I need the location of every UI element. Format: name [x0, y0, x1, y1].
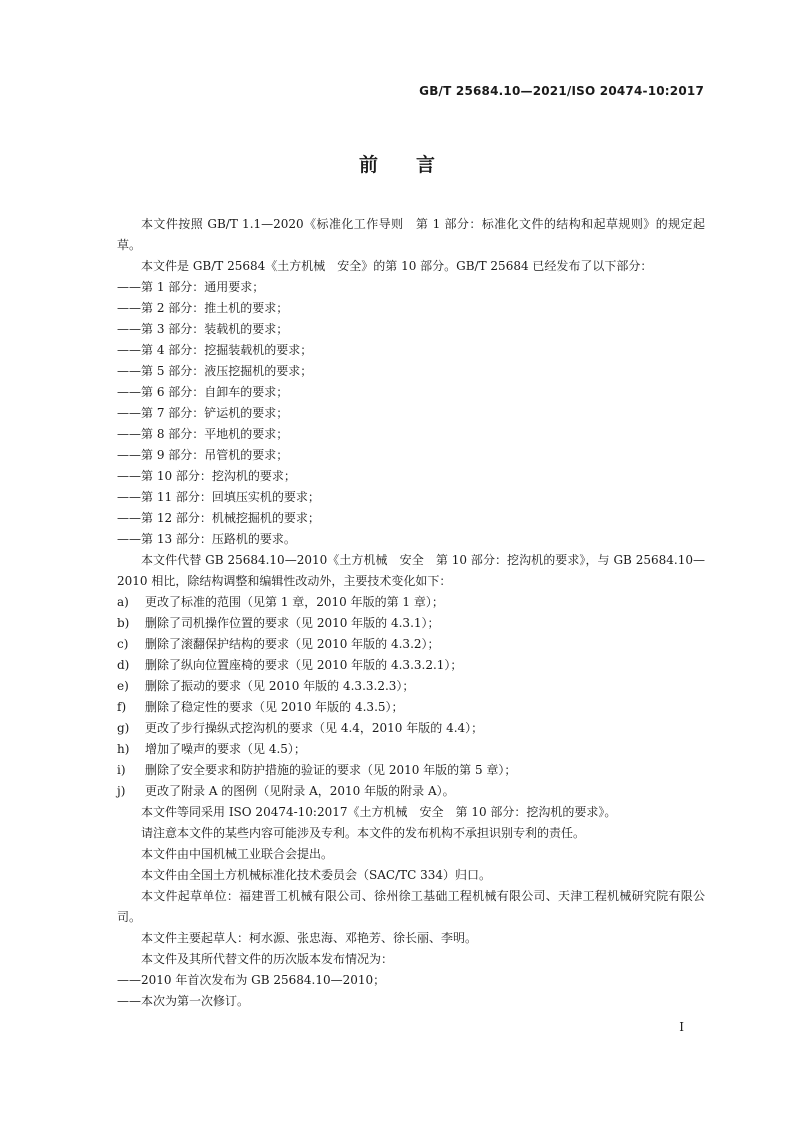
parts-list-item: ——第 7 部分：铲运机的要求；	[117, 406, 289, 420]
change-text: 增加了噪声的要求（见 4.5）；	[145, 742, 306, 756]
change-item	[117, 655, 705, 676]
parts-list-item: ——第 6 部分：自卸车的要求；	[117, 385, 289, 399]
change-text: 删除了纵向位置座椅的要求（见 2010 年版的 4.3.3.2.1）；	[145, 658, 463, 672]
parts-list-item: ——第 1 部分：通用要求；	[117, 280, 265, 294]
intro-paragraph: 本文件是 GB/T 25684《土方机械 安全》的第 10 部分。GB/T 25684 已经发布了以下部分：	[141, 259, 653, 273]
closing-paragraph: 本文件由中国机械工业联合会提出。	[141, 847, 334, 861]
change-text: 删除了滚翻保护结构的要求（见 2010 年版的 4.3.2）；	[145, 637, 440, 651]
change-label: c)	[117, 637, 129, 651]
change-text: 更改了步行操纵式挖沟机的要求（见 4.4，2010 年版的 4.4）；	[145, 721, 484, 735]
parts-list-item: ——第 10 部分：挖沟机的要求；	[117, 469, 296, 483]
page-title: 前 言	[358, 154, 435, 176]
change-item	[117, 613, 705, 634]
change-item	[117, 781, 705, 802]
change-text: 删除了司机操作位置的要求（见 2010 年版的 4.3.1）；	[145, 616, 440, 630]
parts-list-item: ——第 9 部分：吊管机的要求；	[117, 448, 289, 462]
change-label: i)	[117, 763, 126, 777]
change-label: a)	[117, 595, 129, 609]
history-item: ——2010 年首次发布为 GB 25684.10—2010；	[117, 973, 386, 987]
change-label: e)	[117, 679, 129, 693]
closing-paragraph: 本文件等同采用 ISO 20474-10:2017《土方机械 安全 第 10 部分：挖沟机的要求》。	[141, 805, 617, 819]
change-text: 删除了稳定性的要求（见 2010 年版的 4.3.5）；	[145, 700, 404, 714]
change-item	[117, 718, 705, 739]
change-item	[117, 592, 705, 613]
change-label: g)	[117, 721, 130, 735]
closing-paragraph: 本文件由全国土方机械标准化技术委员会（SAC/TC 334）归口。	[141, 868, 492, 882]
parts-list-item: ——第 4 部分：挖掘装载机的要求；	[117, 343, 313, 357]
change-text: 更改了标准的范围（见第 1 章，2010 年版的第 1 章）；	[145, 595, 444, 609]
parts-list-item: ——第 5 部分：液压挖掘机的要求；	[117, 364, 313, 378]
change-label: b)	[117, 616, 130, 630]
history-item: ——本次为第一次修订。	[117, 994, 250, 1008]
parts-list-item: ——第 2 部分：推土机的要求；	[117, 301, 289, 315]
change-item	[117, 634, 705, 655]
intro-paragraph: 本文件按照 GB/T 1.1—2020《标准化工作导则 第 1 部分：标准化文件的结构和起草规则》的规定起草。	[117, 217, 705, 252]
change-label: f)	[117, 700, 127, 714]
page-number: I	[679, 1020, 684, 1034]
parts-list-item: ——第 8 部分：平地机的要求；	[117, 427, 289, 441]
closing-paragraph: 请注意本文件的某些内容可能涉及专利。本文件的发布机构不承担识别专利的责任。	[141, 826, 586, 840]
change-text: 更改了附录 A 的图例（见附录 A，2010 年版的附录 A）。	[145, 784, 455, 798]
change-item	[117, 676, 705, 697]
change-label: j)	[117, 784, 126, 798]
foreword-body	[117, 214, 705, 1012]
change-text: 删除了振动的要求（见 2010 年版的 4.3.3.2.3）；	[145, 679, 415, 693]
change-item	[117, 760, 705, 781]
closing-paragraph: 本文件主要起草人：柯水源、张忠海、邓艳芳、徐长丽、李明。	[141, 931, 478, 945]
changes-list	[117, 592, 705, 802]
closing-paragraph: 本文件起草单位：福建晋工机械有限公司、徐州徐工基础工程机械有限公司、天津工程机械研究院有限公司。	[117, 889, 705, 924]
parts-list	[117, 277, 705, 550]
change-text: 删除了安全要求和防护措施的验证的要求（见 2010 年版的第 5 章）；	[145, 763, 517, 777]
change-item	[117, 739, 705, 760]
change-label: h)	[117, 742, 130, 756]
history-list	[117, 970, 705, 1012]
change-item	[117, 697, 705, 718]
parts-list-item: ——第 12 部分：机械挖掘机的要求；	[117, 511, 320, 525]
parts-list-item: ——第 3 部分：装载机的要求；	[117, 322, 289, 336]
parts-list-item: ——第 11 部分：回填压实机的要求；	[117, 490, 320, 504]
parts-list-item: ——第 13 部分：压路机的要求。	[117, 532, 296, 546]
closing-paragraph: 本文件及其所代替文件的历次版本发布情况为：	[141, 952, 394, 966]
replace-paragraph: 本文件代替 GB 25684.10—2010《土方机械 安全 第 10 部分：挖沟机的要求》，与 GB 25684.10—2010 相比，除结构调整和编辑性改动外，主要技术变化如下：	[117, 553, 705, 588]
change-label: d)	[117, 658, 130, 672]
standard-number: GB/T 25684.10—2021/ISO 20474-10:2017	[419, 84, 704, 98]
